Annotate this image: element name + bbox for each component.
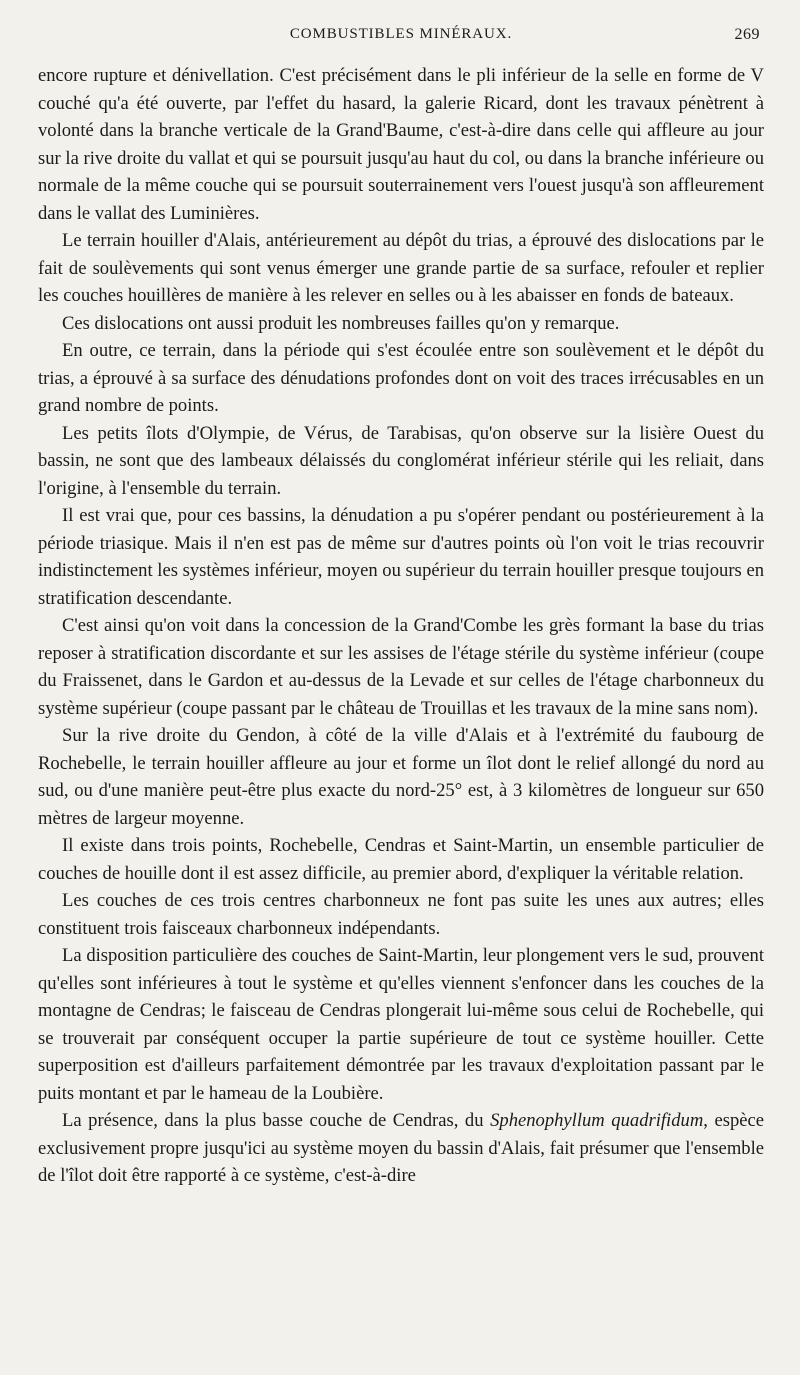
paragraph: Les couches de ces trois centres charbonneux ne font pas suite les unes aux autres; elles constituent trois faisceaux charbonneux indépendants. (38, 890, 764, 939)
paragraph: Les petits îlots d'Olympie, de Vérus, de Tarabisas, qu'on observe sur la lisière Ouest du bassin, ne sont que des lambeaux délaissés du conglomérat inférieur stérile qui les reliait, dans l'origine, à l'ensemble du terrain. (38, 422, 764, 499)
paragraph: Ces dislocations ont aussi produit les nombreuses failles qu'on y remarque. (62, 312, 620, 334)
paragraph-last (38, 1107, 764, 1190)
page-number: 269 (734, 26, 760, 43)
paragraph: Il existe dans trois points, Rochebelle, Cendras et Saint-Martin, un ensemble particulier de couches de houille dont il est assez difficile, au premier abord, d'expliquer la véritable relation. (38, 835, 764, 884)
text-run: La présence, dans la plus basse couche de Cendras, du (62, 1110, 491, 1131)
paragraph: En outre, ce terrain, dans la période qui s'est écoulée entre son soulèvement et le dépôt du trias, a éprouvé à sa surface des dénudations profondes dont on voit des traces irrécusables en un grand nombre de points. (38, 340, 764, 416)
running-title: COMBUSTIBLES MINÉRAUX. (289, 26, 513, 42)
body-text (38, 62, 764, 1190)
paragraph: Il est vrai que, pour ces bassins, la dénudation a pu s'opérer pendant ou postérieurement à la période triasique. Mais il n'en est pas de même sur d'autres points où l'on voit le trias recouvrir indistinctement les systèmes inférieur, moyen ou supérieur du terrain houiller presque toujours en stratification descendante. (38, 505, 764, 609)
paragraph: encore rupture et dénivellation. C'est précisément dans le pli inférieur de la selle en forme de V couché qu'a été ouverte, par l'effet du hasard, la galerie Ricard, dont les travaux pénètrent à volonté dans la branche verticale de la Grand'Baume, c'est-à-dire dans celle qui affleure au jour sur la rive droite du vallat et qui se poursuit jusqu'au haut du col, ou dans la branche inférieure ou normale de la même couche qui se poursuit souterrainement vers l'ouest jusqu'à son affleurement dans le vallat des Luminières. (38, 65, 764, 224)
paragraph: Sur la rive droite du Gendon, à côté de la ville d'Alais et à l'extrémité du faubourg de Rochebelle, le terrain houiller affleure au jour et forme un îlot dont le relief allongé du nord au sud, ou d'une manière peut-être plus exacte du nord-25° est, à 3 kilomètres de longueur sur 650 mètres de largeur moyenne. (38, 725, 764, 829)
species-name: Sphenophyllum quadrifidum (490, 1110, 704, 1131)
paragraph: C'est ainsi qu'on voit dans la concession de la Grand'Combe les grès formant la base du trias reposer à stratification discordante et sur les assises de l'étage stérile du système inférieur (coupe du Fraissenet, dans le Gardon et au-dessus de la Levade et sur celles de l'étage charbonneux du système supérieur (coupe passant par le château de Trouillas et les travaux de la mine sans nom). (38, 615, 764, 719)
text-run: , espèce exclusivement propre jusqu'ici au système moyen du bassin d'Alais, fait présumer que l'ensemble de l'îlot doit être rapporté à ce système, c'est-à-dire (38, 1110, 765, 1186)
paragraph: La disposition particulière des couches de Saint-Martin, leur plongement vers le sud, prouvent qu'elles sont inférieures à tout le système et qu'elles viennent s'enfoncer dans les couches de la montagne de Cendras; le faisceau de Cendras plongerait lui-même sous celui de Rochebelle, qui se trouverait par conséquent occuper la partie supérieure de tout ce système houiller. Cette superposition est d'ailleurs parfaitement démontrée par les travaux d'exploitation passant par le puits montant et par le hameau de la Loubière. (38, 945, 764, 1104)
paragraph: Le terrain houiller d'Alais, antérieurement au dépôt du trias, a éprouvé des dislocations par le fait de soulèvements qui sont venus émerger une grande partie de sa surface, refouler et replier les couches houillères de manière à les relever en selles ou à les abaisser en fonds de bateaux. (38, 230, 764, 306)
running-header (38, 26, 764, 54)
